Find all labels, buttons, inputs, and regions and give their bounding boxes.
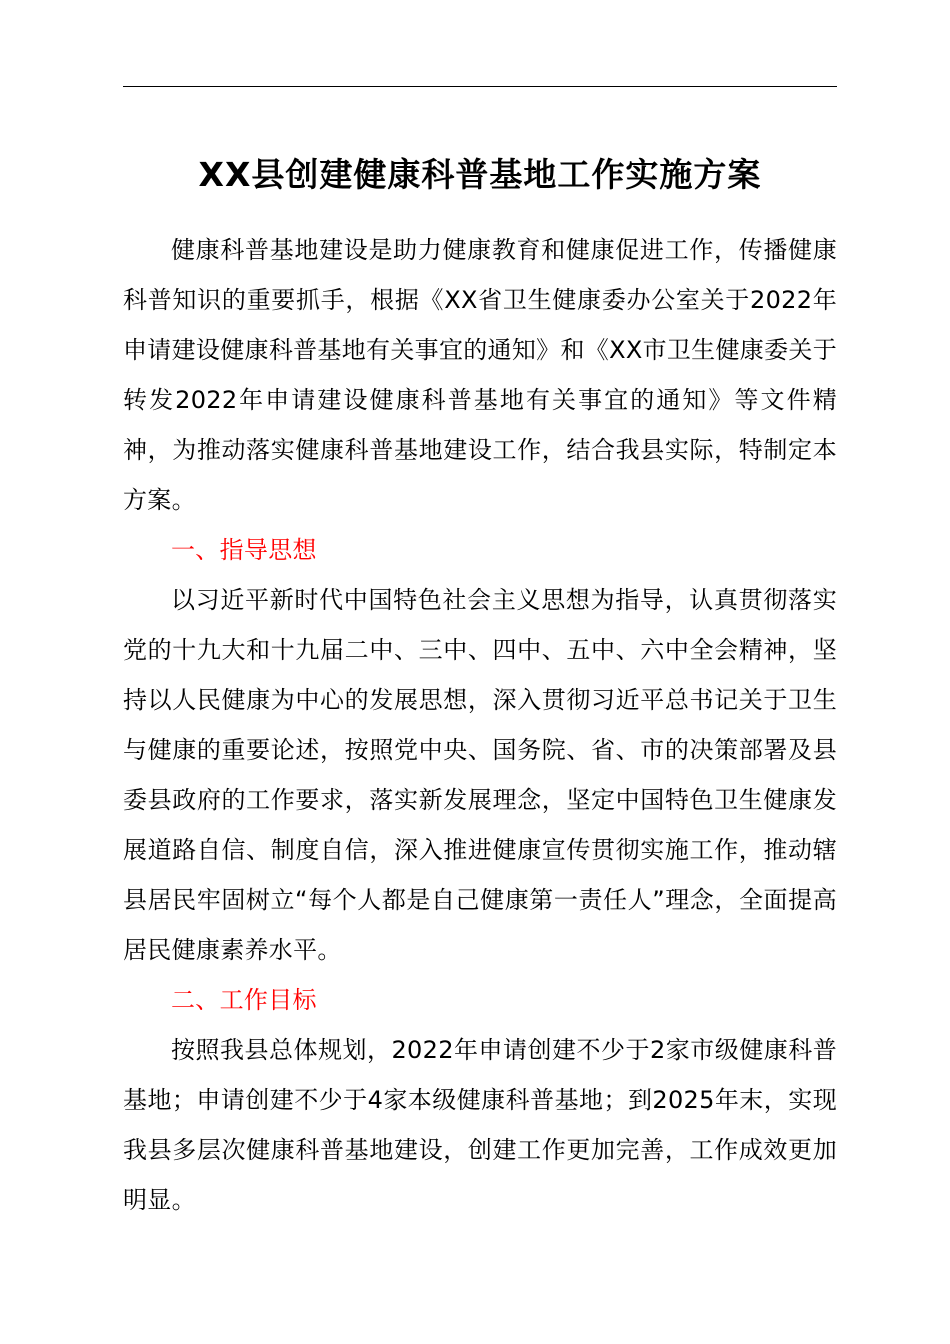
document-body	[123, 225, 837, 1225]
section-heading-work-goals: 二、工作目标	[171, 986, 317, 1014]
section-body-work-goals: 按照我县总体规划，2022年申请创建不少于2家市级健康科普基地；申请创建不少于4家本级健康科普基地；到2025年末，实现我县多层次健康科普基地建设，创建工作更加完善，工作成效更加明显。	[123, 1036, 837, 1214]
intro-paragraph: 健康科普基地建设是助力健康教育和健康促进工作，传播健康科普知识的重要抓手，根据《XX省卫生健康委办公室关于2022年申请建设健康科普基地有关事宜的通知》和《XX市卫生健康委关于转发2022年申请建设健康科普基地有关事宜的通知》等文件精神，为推动落实健康科普基地建设工作，结合我县实际，特制定本方案。	[123, 236, 837, 514]
section-heading-guiding-ideology: 一、指导思想	[171, 536, 317, 564]
header-rule	[123, 86, 837, 87]
document-title: XX县创建健康科普基地工作实施方案	[198, 155, 762, 194]
section-body-guiding-ideology: 以习近平新时代中国特色社会主义思想为指导，认真贯彻落实党的十九大和十九届二中、三中、四中、五中、六中全会精神，坚持以人民健康为中心的发展思想，深入贯彻习近平总书记关于卫生与健康的重要论述，按照党中央、国务院、省、市的决策部署及县委县政府的工作要求，落实新发展理念，坚定中国特色卫生健康发展道路自信、制度自信，深入推进健康宣传贯彻实施工作，推动辖县居民牢固树立“每个人都是自己健康第一责任人”理念，全面提高居民健康素养水平。	[123, 586, 837, 964]
